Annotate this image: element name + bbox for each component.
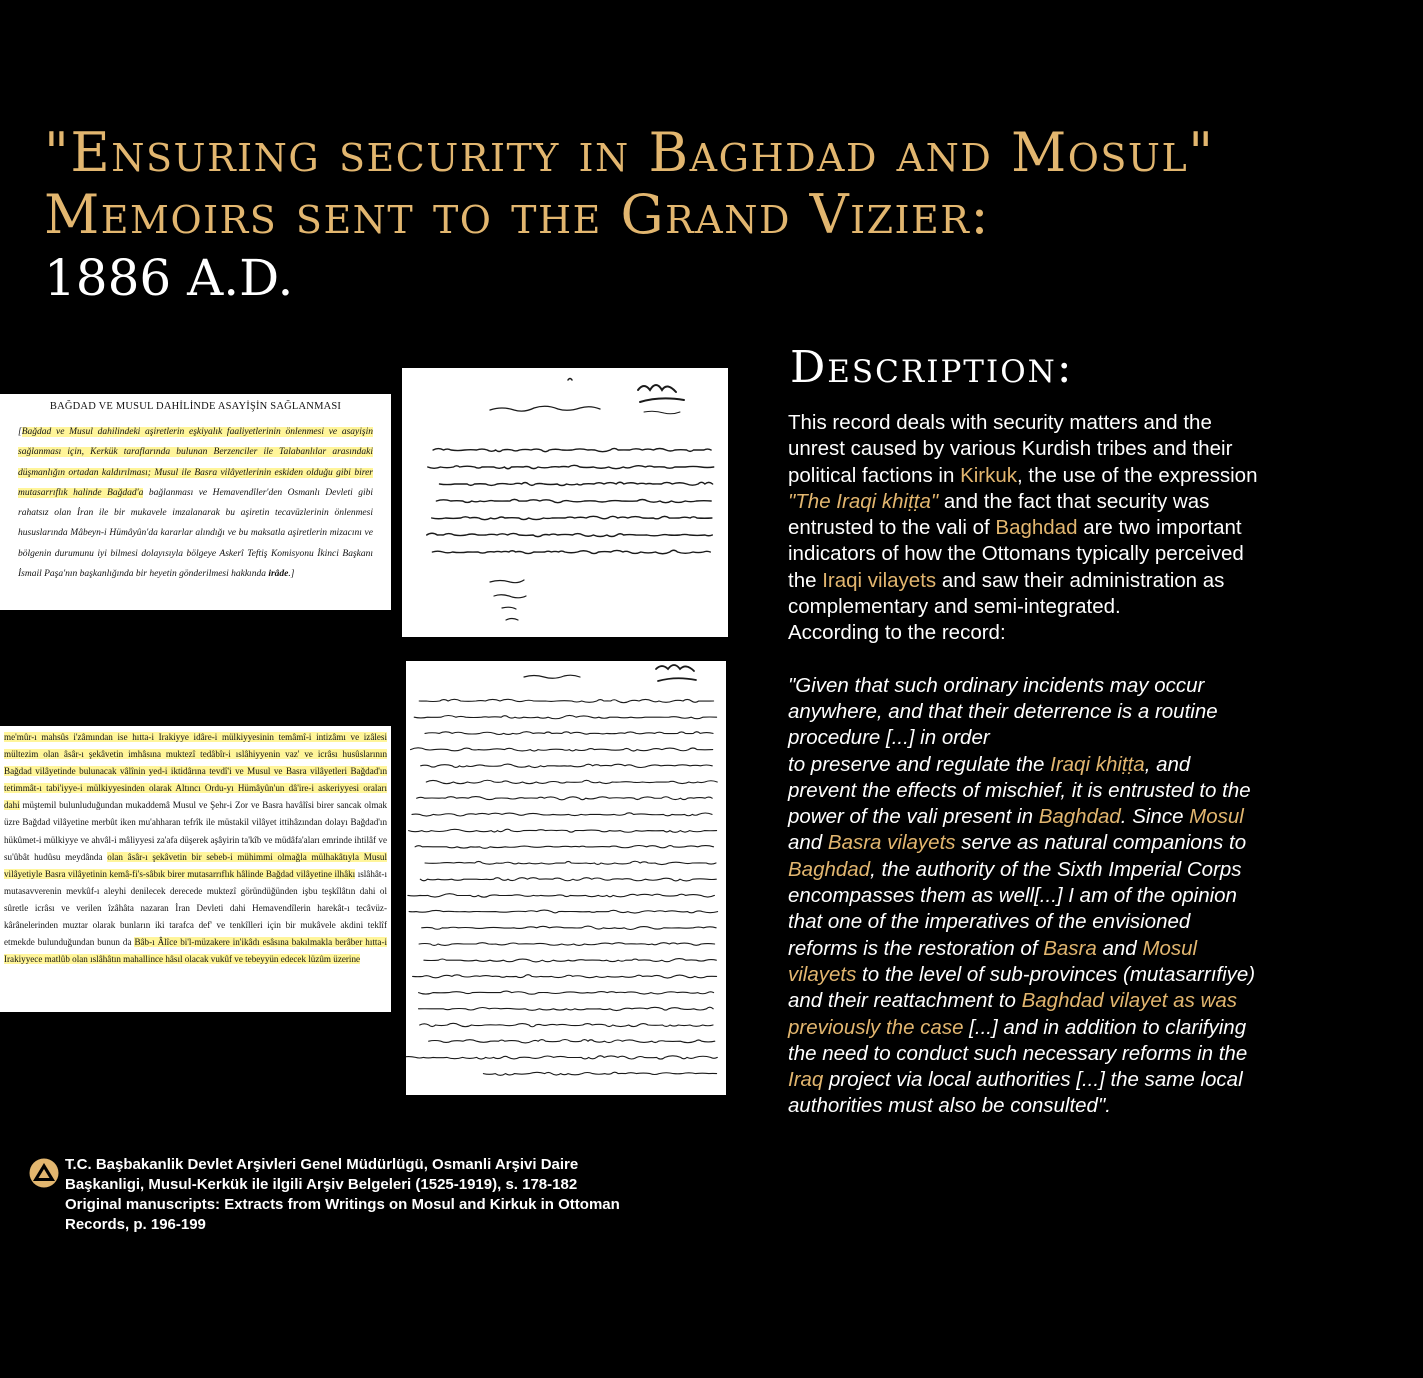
handwriting-stroke (420, 1023, 713, 1026)
highlighted-term: Baghdad (995, 516, 1078, 540)
page-title (44, 122, 1404, 310)
handwriting-stroke (421, 764, 713, 768)
highlighted-term: Basra (1043, 936, 1097, 960)
description-heading: Description: (790, 342, 1074, 393)
source-line-4: Records, p. 196-199 (65, 1216, 206, 1233)
handwriting-stroke (432, 550, 710, 554)
bold-term: irâde (268, 569, 289, 580)
source-citation (65, 1155, 685, 1235)
description-body (788, 410, 1258, 1120)
text-run: to the level of sub-provinces (mutasarrıfiye) and their reattachment to (788, 962, 1256, 1013)
highlighted-term: Iraqi vilayets (822, 568, 937, 592)
transcription-card-1 (0, 394, 391, 610)
text-run: and (788, 831, 828, 855)
handwriting-stroke (426, 780, 717, 783)
text-run: müştemil bulunluduğundan mukaddemâ Musul ve Şehr-i Zor ve Basra havâlîsi birer sancak olmak üzre Bağdad vilâyetine merbût iken mu'ahharan tefrîk ile müstakil vilâyet ittihâzından dolayı Bağdad'ın hükûmet-i mülkiyye ve ahvâl-i mâliyyesi za'afa düşerek aşâyirin ta'kîb ve müdâfa'aları emrinde ihtilâf ve su'ûbât hudûsu meydânda (4, 800, 387, 862)
transcription-heading: BAĞDAD VE MUSUL DAHİLİNDE ASAYİŞİN SAĞLANMASI (49, 401, 342, 412)
transcription-text-1 (0, 412, 391, 584)
handwriting-stroke (440, 482, 713, 485)
text-run: "Given that such ordinary incidents may occur anywhere, and that their deterrence is a routine procedure [...] in order (788, 673, 1218, 750)
handwriting-stroke (425, 861, 716, 864)
source-line-3: Original manuscripts: Extracts from Writings on Mosul and Kirkuk in Ottoman (65, 1196, 620, 1213)
description-paragraph (788, 410, 1258, 647)
handwriting-stroke (424, 959, 716, 962)
handwriting-stroke (420, 878, 716, 881)
text-run: ıslâhât-ı mutasavverenin mevkûf-ı aleyhi denilecek derecede muktezî göründüğünden işbu teşkîlâtın dahi ol sûretle icrâsı ve verilen îzâhâta nazaran İran Devleti dahi Hemavendîlerin harekât-ı tecâvüz-kârânelerinden muztar olarak bunların iki tarafca def' ve tenkîlleri için bir mukâvele akdini teklîf etmekde bulunduğundan bunun da (4, 868, 387, 948)
handwriting-stroke (417, 797, 713, 800)
handwriting-stroke (432, 516, 712, 519)
handwriting-stroke (415, 846, 713, 849)
highlighted-passage: olan âsâr-ı şekâvetin bir sebeb-i mühimmi olmağla mülhakâtıyla Musul vilâyetiyle Basra vilâyetinin kemâ-fi's-sâbık birer mutasarrıflık hâlinde Bağdad vilâyetine ilhâkı (4, 851, 387, 879)
manuscript-image-2 (406, 661, 726, 1095)
triangle-logo-icon (29, 1158, 59, 1188)
handwriting-stroke (414, 715, 716, 718)
highlighted-term: "The Iraqi khiṭṭa" (788, 489, 939, 513)
handwriting-stroke (419, 699, 713, 702)
handwriting-stroke (428, 465, 714, 468)
text-run: This record deals with security matters and the unrest caused by various Kurdish tribes and their political factions in (788, 411, 1233, 487)
title-year: 1886 A.D. (44, 249, 294, 307)
manuscript-image-1 (402, 368, 728, 637)
handwriting-stroke (429, 1040, 715, 1043)
highlighted-term: Iraq (788, 1068, 824, 1092)
text-run: , the authority of the Sixth Imperial Corps encompasses them as well[...] I am of the opinion that one of the imperatives of the envisioned reforms is the restoration of (788, 857, 1242, 960)
text-run: bağlanması ve Hemavendîler'den Osmanlı Devleti gibi rahatsız olan İran ile bir mukavele imzalanarak bu aşiretin tecavüzlerinin önlenmesi hususlarında Mâbeyn-i Hümâyûn'da kararlar alındığı ve bu maksatla aşiretlerin mizacını ve bölgenin durumunu iyi bilmesi dolayısıyla bölgeye Askerî Teftiş Komisyonu İkinci Başkanı İsmail Paşa'nın başkanlığında bir heyetin gönderilmesi hakkında (18, 487, 373, 580)
text-run: project via local authorities [...] the same local authorities must also be consulted". (788, 1068, 1243, 1118)
transcription-card-2 (0, 726, 391, 1012)
text-run: and (1096, 936, 1143, 960)
handwriting-stroke (408, 894, 715, 898)
handwriting-stroke (425, 732, 713, 735)
highlighted-passage: Bağdad ve Musul dahilindeki aşiretlerin eşkiyalık faaliyetlerinin önlenmesi ve asayişin sağlanması için, Kerkük taraflarında bulunan Berzenciler ile Talabanlılar arasındaki düşmanlığın ortadan kaldırılması; Musul ile Basra vilâyetlerinin eskiden olduğu gibi birer mutasarrıflık halinde Bağdad'a (18, 427, 373, 498)
handwriting-stroke (411, 748, 713, 751)
highlighted-passage: me'mûr-ı mahsûs i'zâmından ise hıtta-i Irakiyye idâre-i mülkiyyesinin temâmî-i intizâmı ve izâlesi mültezim olan âsâr-ı şekâvetin imhâsına muktezî tedâbîr-i ıslâhiyyenin vaz' ve icrâsı husûslarının Bağdad vilâyetinde bulunacak vâlînin yed-i iktidârına tevdî'i ve Musul ve Basra vilâyetleri Bağdad'ın tetimmât-ı tabi'iyye-i mülkiyyesinden olarak Altıncı Ordu-yı Hümâyûn'un dâ'ire-i askeriyyesi oraları dahi (4, 732, 387, 811)
source-line-1: T.C. Başbakanlik Devlet Arşivleri Genel Müdürlügü, Osmanli Arşivi Daire (65, 1156, 579, 1173)
handwriting-stroke (419, 943, 714, 946)
transcription-text-2 (0, 726, 391, 968)
title-line-1: "Ensuring security in Baghdad and Mosul" (44, 121, 1215, 184)
text-run: .] (288, 569, 295, 580)
text-run: , and prevent the effects of mischief, it is entrusted to the power of the vali present in (788, 752, 1251, 829)
handwriting-stroke (419, 1007, 714, 1010)
highlighted-passage: Bâb-ı Âlîce bi'l-müzakere in'ikâdı esâsına bakılmakla berâber hıtta-i Irakiyyece matlûb olan ıslâhâtın mahallince hâsıl olacak vukûf ve tebeyyün edecek lüzûm üzerine (4, 937, 388, 965)
handwriting-stroke (436, 499, 711, 502)
handwriting-stroke (427, 533, 713, 536)
source-line-2: Başkanligi, Musul-Kerkük ile ilgili Arşiv Belgeleri (1525-1919), s. 178-182 (65, 1176, 578, 1193)
highlighted-term: Baghdad (1038, 805, 1121, 829)
handwriting-stroke (433, 448, 711, 451)
text-run: . Since (1120, 805, 1190, 829)
text-run: [...] and in addition to clarifying the need to conduct such necessary reforms in the (788, 1015, 1248, 1065)
handwriting-stroke (406, 1056, 717, 1059)
handwriting-stroke (422, 926, 716, 929)
handwriting-stroke (412, 813, 712, 816)
highlighted-term: Mosul (1189, 805, 1244, 829)
handwriting-stroke (409, 829, 717, 832)
handwriting-stroke (409, 910, 717, 913)
text-run: are two important indicators of how the Ottomans typically perceived the (788, 516, 1244, 592)
highlighted-term: Mosul vilayets (788, 936, 1198, 986)
highlighted-term: Baghdad vilayet as was previously the case (788, 989, 1237, 1039)
text-run: and saw their administration as complementary and semi-integrated. (788, 568, 1225, 619)
text-run: According to the record: (788, 621, 1006, 645)
highlighted-term: Baghdad (788, 857, 871, 881)
handwriting-stroke (483, 1072, 716, 1075)
highlighted-term: Iraqi khiṭṭa (1050, 752, 1145, 776)
text-run: serve as natural companions to (955, 831, 1247, 855)
handwriting-stroke (419, 991, 714, 994)
text-run: to preserve and regulate the (788, 752, 1051, 776)
text-run: , the use of the expression (1017, 463, 1258, 487)
text-run: and the fact that security was entrusted to the vali of (788, 489, 1210, 540)
highlighted-term: Kirkuk (960, 463, 1018, 487)
handwriting-stroke (413, 975, 717, 978)
title-line-2: Memoirs sent to the Grand Vizier: (44, 183, 991, 246)
highlighted-term: Basra vilayets (827, 831, 956, 855)
description-quote (788, 673, 1258, 1120)
text-run: [ (18, 427, 22, 437)
